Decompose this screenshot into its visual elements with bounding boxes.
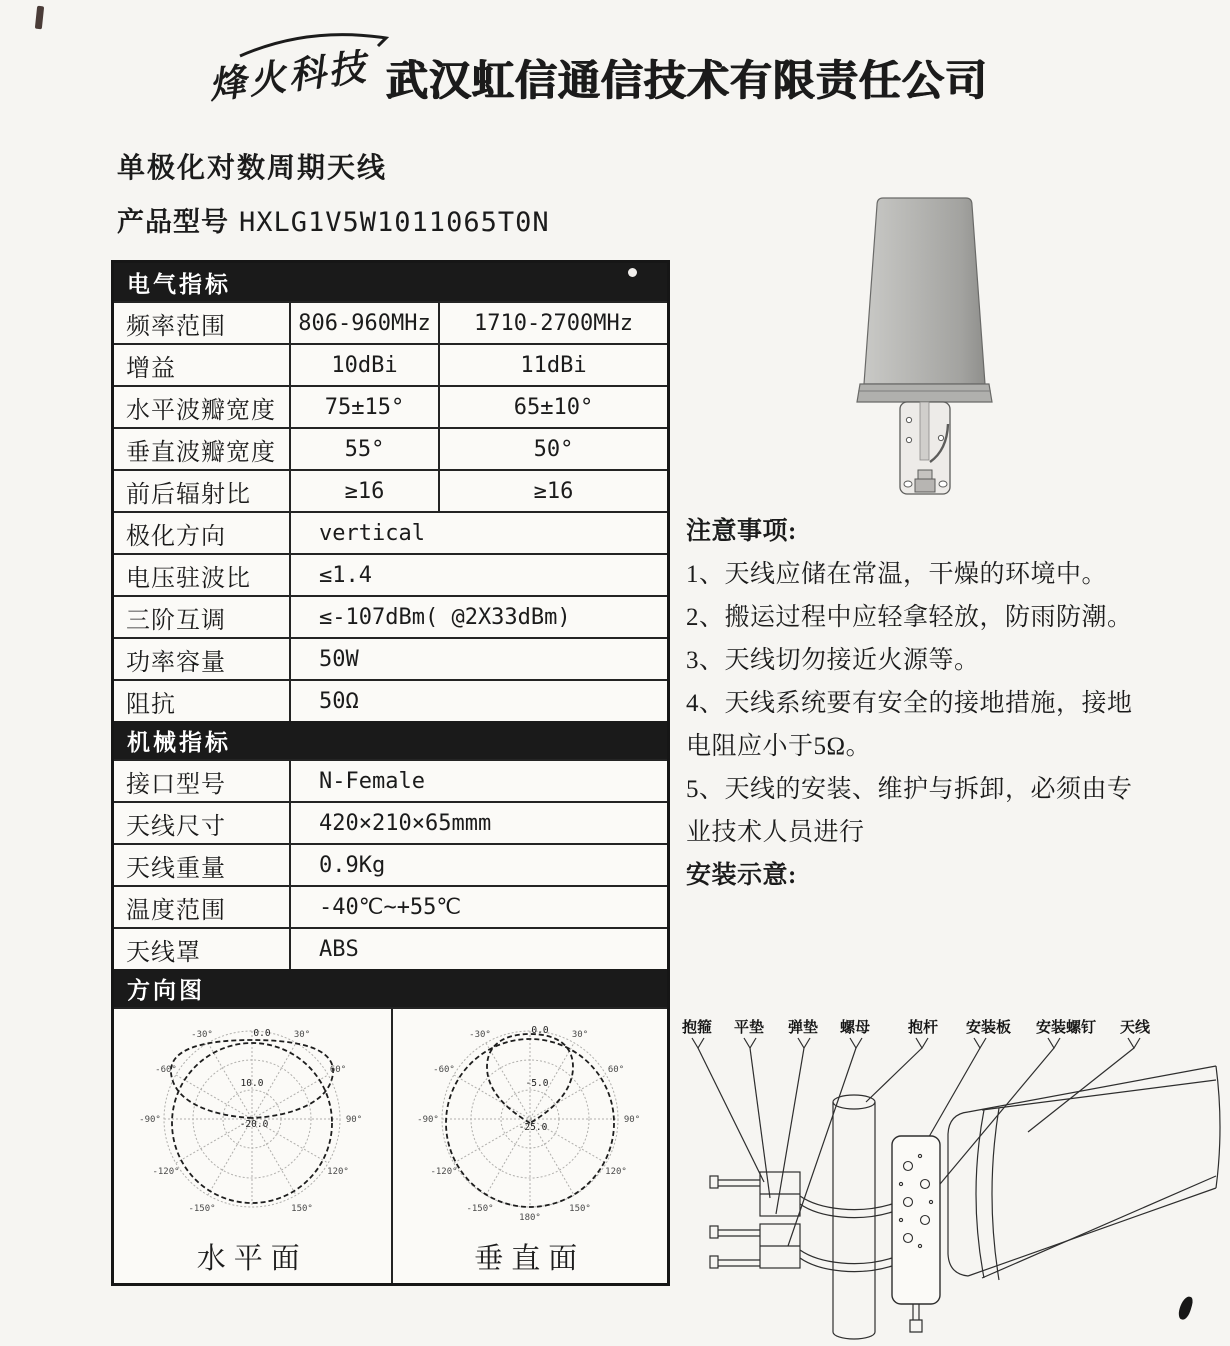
note-item-3: 3、天线切勿接近火源等。 [686,647,980,674]
table-row [114,679,667,721]
section-bar-pattern [114,969,667,1007]
row-label: 天线重量 [114,845,291,885]
scan-artifact-top-left [35,6,44,30]
svg-text:-150°: -150° [466,1204,494,1214]
svg-text:抱杆: 抱杆 [908,1020,939,1036]
row-value-band1: 55° [291,429,438,469]
scan-artifact-dot [628,268,637,277]
svg-text:180°: 180° [518,1213,541,1223]
company-name: 武汉虹信通信技术有限责任公司 [386,56,989,105]
table-row [114,637,667,679]
svg-text:天线: 天线 [1120,1020,1151,1036]
install-caption: 安装示意: [686,862,797,889]
row-value: ABS [291,929,667,969]
antenna-product-image [852,188,1022,513]
row-value: 420×210×65mmm [291,803,667,843]
svg-text:30°: 30° [571,1030,588,1040]
section-bar-mechanical [114,721,667,759]
row-value-band1: ≥16 [291,471,438,511]
svg-text:0.0: 0.0 [253,1028,271,1039]
antenna-wedge [948,1066,1220,1280]
note-item-4: 4、天线系统要有安全的接地措施，接地电阻应小于5Ω。 [686,690,1133,760]
table-row [114,927,667,969]
svg-text:60°: 60° [607,1065,624,1075]
svg-text:-120°: -120° [152,1167,180,1177]
note-item-2: 2、搬运过程中应轻拿轻放，防雨防潮。 [686,604,1133,631]
row-label: 增益 [114,345,291,385]
row-value: ≤1.4 [291,555,667,595]
polar-plot-vertical [391,1009,668,1283]
svg-text:30°: 30° [294,1030,311,1040]
table-row [114,385,667,427]
notes-title: 注意事项: [686,518,797,545]
table-row [114,595,667,637]
plot-caption-horizontal: 水平面 [196,1243,308,1275]
section-title: 电气指标 [127,271,231,298]
row-value: N-Female [291,761,667,801]
product-model-label: 产品型号 [117,207,229,237]
row-label: 水平波瓣宽度 [114,387,291,427]
table-row [114,343,667,385]
svg-text:60°: 60° [330,1065,347,1075]
table-row [114,553,667,595]
row-value-band2: 11dBi [438,345,667,385]
svg-text:90°: 90° [346,1115,363,1125]
row-value-band1: 10dBi [291,345,438,385]
table-row [114,301,667,343]
table-row [114,759,667,801]
company-logo: 烽火科技 [206,47,371,108]
svg-text:平垫: 平垫 [734,1020,765,1036]
row-value-band2: 65±10° [438,387,667,427]
clamp-straps [800,1196,892,1272]
row-value: 50W [291,639,667,679]
spec-table [111,260,670,1286]
row-label: 接口型号 [114,761,291,801]
row-label: 功率容量 [114,639,291,679]
row-label: 天线尺寸 [114,803,291,843]
pattern-plots-row [114,1007,667,1283]
svg-text:螺母: 螺母 [840,1020,871,1036]
notes-block [686,510,1148,897]
svg-text:0.0: 0.0 [531,1025,549,1036]
pole-clamp [710,1172,800,1268]
product-model-line [117,200,550,239]
svg-text:-30°: -30° [468,1030,491,1040]
row-value-band2: 1710-2700MHz [438,303,667,343]
row-value-band2: ≥16 [438,471,667,511]
svg-text:安装板: 安装板 [966,1020,1012,1036]
svg-text:10.0: 10.0 [240,1078,264,1089]
svg-text:120°: 120° [604,1167,627,1177]
row-value: ≤-107dBm( @2X33dBm) [291,597,667,637]
svg-text:弹垫: 弹垫 [788,1020,819,1036]
page-title: 单极化对数周期天线 [117,153,388,184]
note-item-5: 5、天线的安装、维护与拆卸，必须由专业技术人员进行 [686,776,1133,846]
row-value-band1: 75±15° [291,387,438,427]
table-row [114,885,667,927]
row-value: 0.9Kg [291,845,667,885]
table-row [114,427,667,469]
svg-text:-25.0: -25.0 [518,1122,548,1133]
diagram-labels [681,1018,1151,1036]
svg-text:-120°: -120° [430,1167,458,1177]
row-value: 50Ω [291,681,667,721]
svg-text:-60°: -60° [432,1065,455,1075]
row-label: 垂直波瓣宽度 [114,429,291,469]
installation-diagram [668,1014,1228,1346]
row-label: 极化方向 [114,513,291,553]
section-title: 机械指标 [127,729,231,756]
svg-text:-150°: -150° [188,1204,216,1214]
row-value: -40℃~+55℃ [291,887,667,927]
row-label: 温度范围 [114,887,291,927]
row-label: 阻抗 [114,681,291,721]
row-value-band1: 806-960MHz [291,303,438,343]
mounting-plate [892,1136,940,1332]
svg-text:-90°: -90° [416,1115,439,1125]
row-label: 频率范围 [114,303,291,343]
note-item-1: 1、天线应储在常温，干燥的环境中。 [686,561,1108,588]
row-label: 电压驻波比 [114,555,291,595]
svg-text:150°: 150° [568,1204,591,1214]
section-bar-electrical [114,263,667,301]
product-model-value: HXLG1V5W1011065T0N [239,207,550,238]
row-label: 天线罩 [114,929,291,969]
polar-plot-horizontal [114,1009,391,1283]
svg-text:-60°: -60° [155,1065,178,1075]
row-value: vertical [291,513,667,553]
table-row [114,469,667,511]
svg-text:-90°: -90° [139,1115,162,1125]
row-label: 三阶互调 [114,597,291,637]
svg-text:90°: 90° [623,1115,640,1125]
row-label: 前后辐射比 [114,471,291,511]
table-row [114,511,667,553]
svg-text:-20.0: -20.0 [239,1119,269,1130]
svg-text:-30°: -30° [191,1030,214,1040]
row-value-band2: 50° [438,429,667,469]
svg-text:150°: 150° [291,1204,314,1214]
svg-text:-5.0: -5.0 [525,1078,549,1089]
svg-text:安装螺钉: 安装螺钉 [1036,1020,1097,1036]
table-row [114,801,667,843]
svg-text:120°: 120° [327,1167,350,1177]
table-row [114,843,667,885]
section-title: 方向图 [127,977,205,1004]
plot-caption-vertical: 垂直面 [474,1243,586,1275]
svg-text:抱箍: 抱箍 [682,1020,713,1036]
